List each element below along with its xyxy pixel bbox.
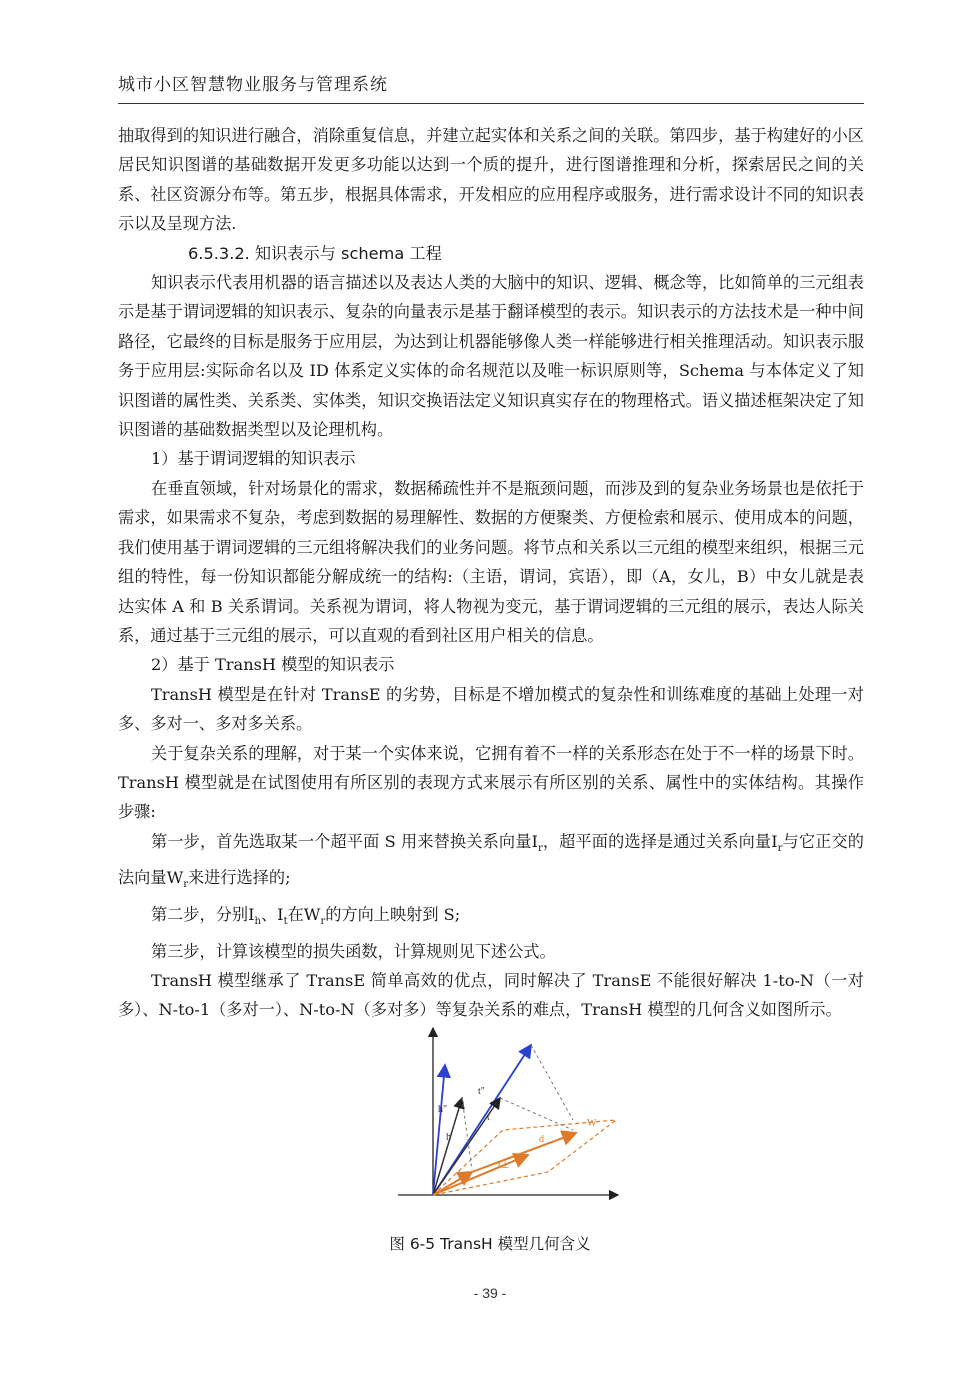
math-I-r: $I_r$ bbox=[531, 831, 543, 854]
header-divider bbox=[118, 103, 864, 104]
paragraph-3: 在垂直领域，针对场景化的需求，数据稀疏性并不是瓶颈问题，而涉及到的复杂业务场景也是依托于需求，如果需求不复杂，考虑到数据的易理解性、数据的方便聚类、方便检索和展示、使用成本的问题，我们使用基于谓词逻辑的三元组将解决我们的业务问题。将节点和关系以三元组的模型来组织，根据三元组的特性，每一份知识都能分解成统一的结构:（主语，谓词，宾语），即（A，女儿，B）中女儿就是表达实体 A 和 B 关系谓词。关系视为谓词，将人物视为变元，基于谓词逻辑的三元组的展示，表达人际关系，通过基于三元组的展示，可以直观的看到社区用户相关的信息。 bbox=[118, 478, 864, 645]
subheading-2: 2）基于 TransH 模型的知识表示 bbox=[151, 655, 395, 675]
paragraph-6 bbox=[118, 827, 864, 900]
math-I-t: $I_t$ bbox=[277, 905, 288, 928]
label-h-perp: h⊥ bbox=[458, 1170, 472, 1181]
step2-text-d: 的方向上映射到 S; bbox=[325, 905, 461, 925]
step2-text-a: 第二步，分别 bbox=[151, 905, 249, 925]
math-W-r: $W_r$ bbox=[166, 868, 188, 891]
subheading-1: 1）基于谓词逻辑的知识表示 bbox=[151, 449, 356, 469]
paragraph-4: TransH 模型是在针对 TransE 的劣势，目标是不增加模式的复杂性和训练难度的基础上处理一对多、多对一、多对多关系。 bbox=[118, 684, 864, 734]
section-heading: 6.5.3.2. 知识表示与 schema 工程 bbox=[188, 243, 442, 263]
transh-geometry-figure bbox=[388, 1020, 628, 1205]
label-w: W bbox=[587, 1118, 597, 1129]
math-I-h: $I_h$ bbox=[248, 905, 261, 928]
step1-text-a: 第一步，首先选取某一个超平面 S 用来替换关系向量 bbox=[151, 831, 532, 851]
math-W-r-2: $W_r$ bbox=[303, 905, 326, 928]
label-t-perp: t⊥ bbox=[498, 1160, 510, 1171]
paragraph-1: 抽取得到的知识进行融合，消除重复信息，并建立起实体和关系之间的关联。第四步，基于构建好的小区居民知识图谱的基础数据开发更多功能以达到一个质的提升，进行图谱推理和分析，探索居民之间的关系、社区资源分布等。第五步，根据具体需求，开发相应的应用程序或服务，进行需求设计不同的知识表示以及呈现方法. bbox=[118, 126, 864, 234]
step1-text-d: 来进行选择的; bbox=[187, 868, 291, 888]
projection-h bbox=[462, 1098, 472, 1170]
figure-caption: 图 6-5 TransH 模型几何含义 bbox=[389, 1235, 591, 1253]
label-t: t bbox=[487, 1112, 490, 1123]
paragraph-5: 关于复杂关系的理解，对于某一个实体来说，它拥有着不一样的关系形态在处于不一样的场景下时。TransH 模型就是在试图使用有所区别的表现方式来展示有所区别的关系、属性中的实体结构。其操作步骤: bbox=[118, 743, 864, 822]
projection-t bbox=[500, 1098, 573, 1130]
paragraph-9: TransH 模型继承了 TransE 简单高效的优点，同时解决了 TransE 不能很好解决 1-to-N（一对多）、N-to-1（多对一）、N-to-N（多对多）等复杂关系的难点，TransH 模型的几何含义如图所示。 bbox=[118, 971, 864, 1020]
step2-text-b: 、 bbox=[260, 905, 278, 925]
body-text bbox=[118, 121, 864, 1025]
page-number: - 39 - bbox=[473, 1285, 507, 1301]
label-h-double: h" bbox=[438, 1104, 448, 1115]
paragraph-8: 第三步，计算该模型的损失函数，计算规则见下述公式。 bbox=[151, 941, 556, 961]
vector-d bbox=[472, 1133, 576, 1172]
math-I-r-2: $I_r$ bbox=[771, 831, 783, 854]
paragraph-7 bbox=[118, 900, 864, 937]
projection-t2 bbox=[531, 1045, 573, 1120]
step1-text-c: 与它正交的法向量 bbox=[118, 831, 864, 888]
step1-text-b: ，超平面的选择是通过关系向量 bbox=[542, 831, 772, 851]
step2-text-c: 在 bbox=[287, 905, 304, 925]
running-header: 城市小区智慧物业服务与管理系统 bbox=[118, 75, 388, 95]
label-d: d bbox=[539, 1134, 544, 1145]
label-t-double: t" bbox=[478, 1086, 485, 1097]
paragraph-2: 知识表示代表用机器的语言描述以及表达人类的大脑中的知识、逻辑、概念等，比如简单的三元组表示是基于谓词逻辑的知识表示、复杂的向量表示是基于翻译模型的表示。知识表示的方法技术是一种中间路径，它最终的目标是服务于应用层，为达到让机器能够像人类一样能够进行相关推理活动。知识表示服务于应用层:实际命名以及 ID 体系定义实体的命名规范以及唯一标识原则等，Schema 与本体定义了知识图谱的属性类、关系类、实体类，知识交换语法定义知识真实存在的物理格式。语义描述框架决定了知识图谱的基础数据类型以及论理机构。 bbox=[118, 273, 864, 440]
label-h: h bbox=[446, 1132, 451, 1143]
